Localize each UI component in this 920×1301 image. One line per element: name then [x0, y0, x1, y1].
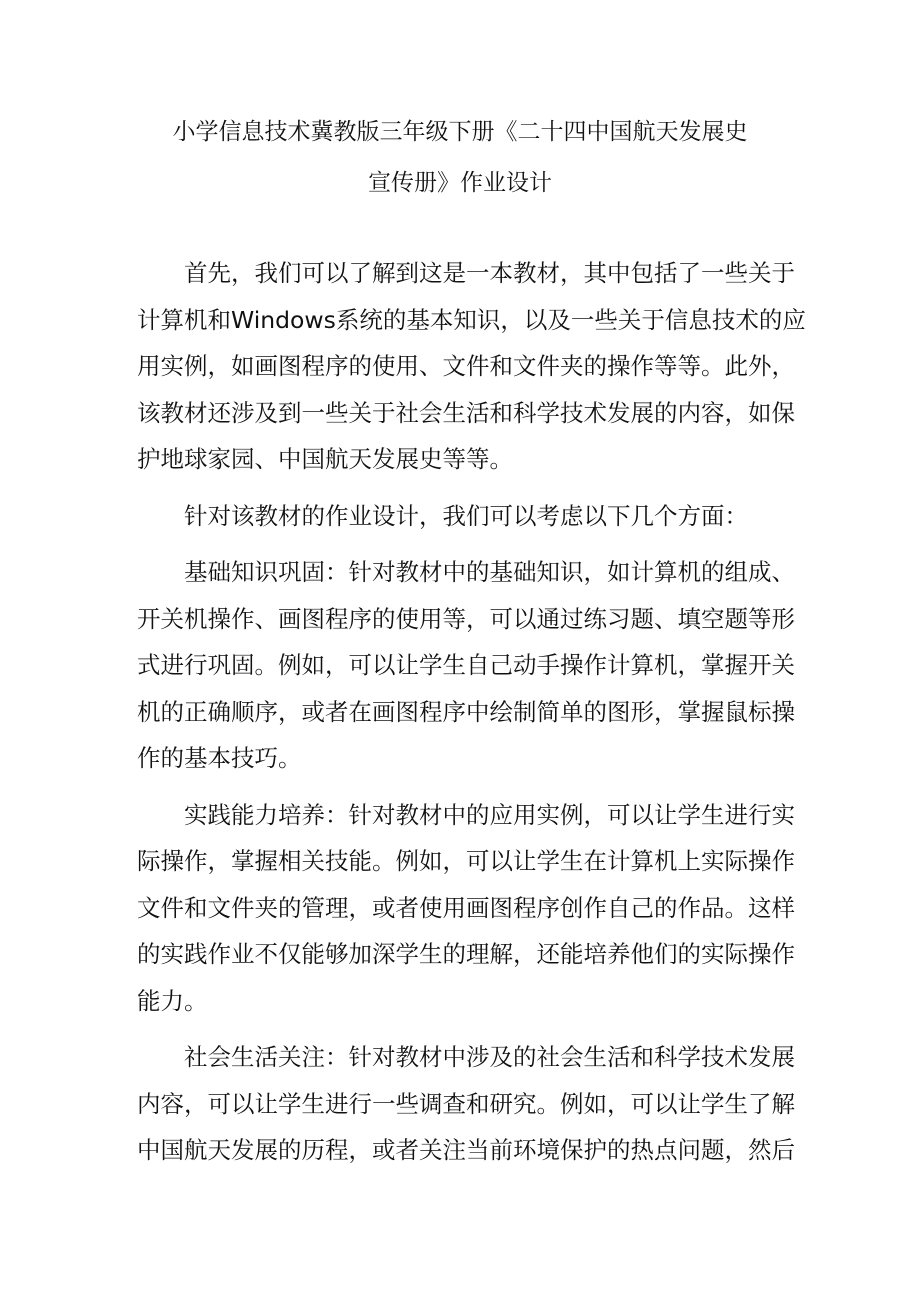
paragraph-line: 基础知识巩固：针对教材中的基础知识，如计算机的组成、	[184, 558, 795, 586]
paragraph-practice	[137, 792, 797, 1025]
document-title-line-1: 小学信息技术冀教版三年级下册《二十四中国航天发展史	[172, 119, 748, 145]
paragraph-line: 该教材还涉及到一些关于社会生活和科学技术发展的内容，如保	[137, 398, 795, 427]
paragraph-line: 际操作，掌握相关技能。例如，可以让学生在计算机上实际操作	[137, 847, 795, 875]
paragraph-line: 内容，可以让学生进行一些调查和研究。例如，可以让学生了解	[137, 1089, 795, 1118]
paragraph-line: 开关机操作、画图程序的使用等，可以通过练习题、填空题等形	[137, 604, 795, 633]
paragraph-line: 实践能力培养：针对教材中的应用实例，可以让学生进行实	[184, 800, 795, 829]
paragraph-line: 的实践作业不仅能够加深学生的理解，还能培养他们的实际操作	[137, 940, 795, 968]
paragraph-line: 护地球家园、中国航天发展史等等。	[137, 445, 513, 473]
paragraph-line: 文件和文件夹的管理，或者使用画图程序创作自己的作品。这样	[137, 893, 795, 922]
paragraph-line: 用实例，如画图程序的使用、文件和文件夹的操作等等。此外，	[137, 352, 795, 380]
paragraph-line: 式进行巩固。例如，可以让学生自己动手操作计算机，掌握开关	[137, 651, 795, 679]
paragraph-line: 计算机和Windows系统的基本知识，以及一些关于信息技术的应	[137, 305, 806, 334]
paragraph-line: 作的基本技巧。	[137, 744, 302, 772]
paragraph-basic-knowledge	[137, 549, 797, 782]
document-title-line-2: 宣传册》作业设计	[368, 170, 552, 196]
paragraph-line: 中国航天发展的历程，或者关注当前环境保护的热点问题，然后	[137, 1136, 795, 1164]
document-body	[137, 250, 806, 1184]
paragraph-line: 机的正确顺序，或者在画图程序中绘制简单的图形，掌握鼠标操	[137, 697, 795, 726]
paragraph-social-life	[137, 1034, 797, 1174]
paragraph-design-aspects	[137, 493, 797, 540]
paragraph-line: 首先，我们可以了解到这是一本教材，其中包括了一些关于	[184, 259, 795, 287]
paragraph-intro	[137, 250, 806, 483]
paragraph-line: 社会生活关注：针对教材中涉及的社会生活和科学技术发展	[184, 1043, 795, 1071]
paragraph-line: 能力。	[137, 986, 208, 1015]
paragraph-line: 针对该教材的作业设计，我们可以考虑以下几个方面：	[184, 501, 748, 530]
